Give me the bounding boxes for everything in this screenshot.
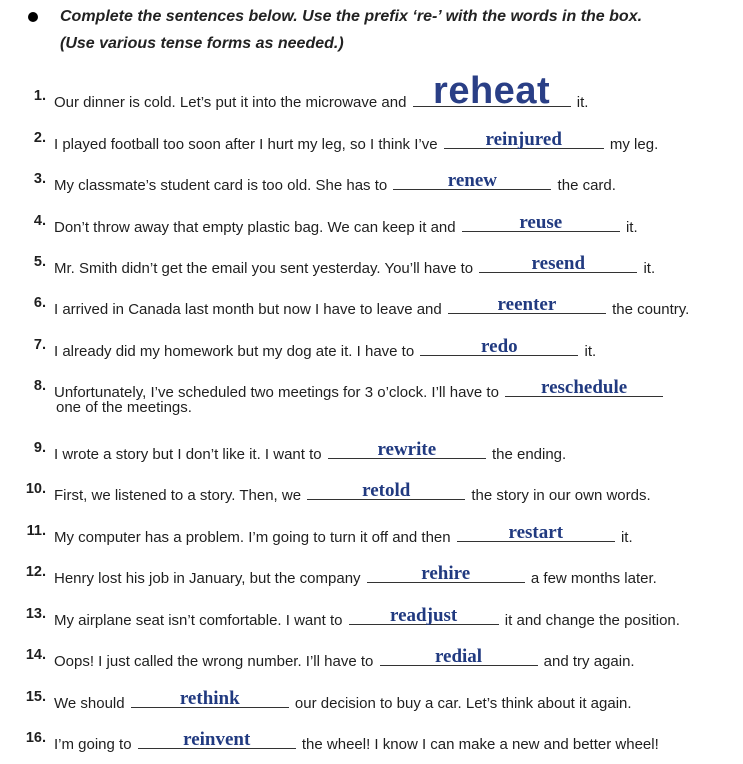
answer-blank[interactable] [328,440,486,459]
sentence [54,481,651,504]
sentence-after-blank: it. [616,529,633,546]
sentence-before-blank: My computer has a problem. I’m going to turn it off and then [54,529,455,546]
instructions-line-1: Complete the sentences below. Use the prefix ‘re-’ with the words in the box. [60,8,643,25]
item-number: 15. [25,689,46,705]
sentence [54,171,616,194]
sentence-before-blank: Don’t throw away that empty plastic bag. We can keep it and [54,219,460,236]
sentence-after-blank: the card. [553,177,616,194]
answer-text: reuse [519,212,563,233]
answer-blank[interactable] [462,213,620,232]
sentence [54,337,596,360]
item-number: 1. [33,88,46,104]
sentence-after-blank: it. [639,260,656,277]
sentence [54,730,659,753]
item-number: 8. [33,378,46,394]
sentence [54,254,655,277]
sentence [54,647,635,670]
answer-blank[interactable] [367,564,525,583]
sentence-after-blank: the ending. [487,446,567,463]
answer-text: rethink [179,688,240,709]
answer-text: readjust [390,605,458,626]
sentence-after-blank: my leg. [605,136,659,153]
sentence-after-blank: our decision to buy a car. Let’s think about it again. [290,695,632,712]
answer-blank[interactable] [138,730,296,749]
sentence-after-blank: it. [572,94,589,111]
item-number: 2. [33,130,46,146]
answer-blank[interactable] [307,481,465,500]
answer-text: retold [362,480,411,501]
answer-blank[interactable] [420,337,578,356]
answer-text: restart [508,522,564,543]
item-number: 4. [33,213,46,229]
item-number: 10. [25,481,46,497]
sentence-before-blank: I wrote a story but I don’t like it. I want to [54,446,326,463]
sentence [54,70,589,112]
answer-text: redo [481,336,518,357]
sentence-after-blank: the wheel! I know I can make a new and better wheel! [297,736,659,753]
sentence-after-blank: the story in our own words. [467,487,651,504]
sentence-before-blank: Mr. Smith didn’t get the email you sent yesterday. You’ll have to [54,260,478,277]
answer-blank[interactable] [479,254,637,273]
item-number: 13. [25,606,46,622]
item-number: 6. [33,295,46,311]
sentence [54,440,566,463]
sentence-before-blank: I already did my homework but my dog ate it. I have to [54,343,419,360]
sentence-before-blank: My classmate’s student card is too old. She has to [54,177,392,194]
sentence-before-blank: My airplane seat isn’t comfortable. I want to [54,612,347,629]
sentence [54,213,638,236]
sentence-before-blank: Unfortunately, I’ve scheduled two meetings for 3 o’clock. I’ll have to [54,384,504,401]
instructions-line-2: (Use various tense forms as needed.) [60,35,344,52]
item-number: 11. [26,523,46,539]
answer-blank[interactable] [131,689,289,708]
sentence-before-blank: First, we listened to a story. Then, we [54,487,306,504]
item-number: 9. [33,440,46,456]
bullet-icon [28,12,38,22]
item-number: 12. [25,564,46,580]
sentence-before-blank: Henry lost his job in January, but the company [54,570,365,587]
answer-text: rehire [421,563,471,584]
answer-text: reheat [433,70,551,112]
answer-text: rewrite [377,439,437,460]
sentence [54,378,665,401]
answer-text: reschedule [541,377,628,398]
answer-blank[interactable] [380,647,538,666]
sentence-after-blank: it. [580,343,597,360]
answer-text: redial [434,646,483,667]
sentence [54,606,680,629]
sentence-after-blank: and try again. [539,653,635,670]
answer-blank[interactable] [393,171,551,190]
answer-blank[interactable] [413,70,571,112]
sentence [54,295,689,318]
answer-text: reinvent [183,729,251,750]
sentence [54,564,657,587]
sentence-after-blank: it. [621,219,638,236]
sentence-after-blank: a few months later. [526,570,657,587]
item-number: 16. [25,730,46,746]
item-number: 7. [33,337,46,353]
sentence-before-blank: Oops! I just called the wrong number. I’ll have to [54,653,378,670]
sentence-before-blank: I arrived in Canada last month but now I have to leave and [54,301,446,318]
answer-blank[interactable] [444,130,604,149]
answer-blank[interactable] [349,606,499,625]
sentence-after-blank: it and change the position. [500,612,680,629]
sentence-after-blank: the country. [607,301,690,318]
sentence-before-blank: I played football too soon after I hurt my leg, so I think I’ve [54,136,442,153]
sentence [54,130,658,153]
answer-text: renew [447,170,498,191]
sentence-before-blank: I’m going to [54,736,136,753]
answer-blank[interactable] [505,378,663,397]
sentence [54,523,633,546]
item-number: 3. [33,171,46,187]
item-number: 5. [33,254,46,270]
answer-text: reinjured [485,129,562,150]
answer-blank[interactable] [457,523,615,542]
sentence-before-blank: We should [54,695,129,712]
item-number: 14. [25,647,46,663]
answer-text: resend [531,253,586,274]
sentence [54,689,632,712]
answer-blank[interactable] [448,295,606,314]
sentence-continuation: one of the meetings. [56,399,192,416]
answer-text: reenter [497,294,557,315]
sentence-before-blank: Our dinner is cold. Let’s put it into the microwave and [54,94,411,111]
